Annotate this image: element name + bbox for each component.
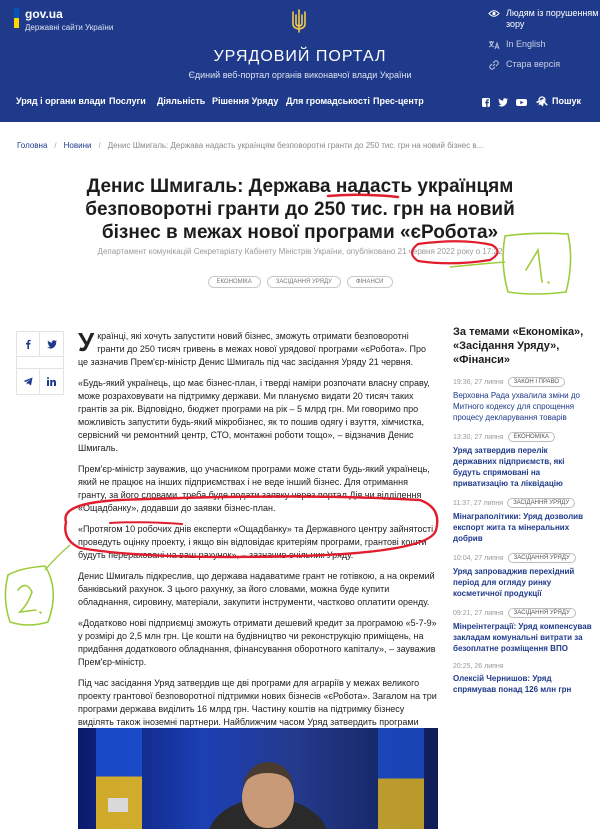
article-paragraph: «Протягом 10 робочих днів експерти «Ощадбанку» та Державного центру зайнятості проведуть оцінку проекту, і якщо він відповідає критеріям програми, грантові кошти будуть перераховані на ваш рахунок», – зазначив очільник Уряду.: [78, 524, 434, 560]
sidebar-heading: За темами «Економіка», «Засідання Уряду», «Фінанси»: [453, 326, 584, 366]
share-facebook-button[interactable]: [17, 332, 40, 357]
old-version-link[interactable]: [488, 59, 600, 70]
news-item[interactable]: [453, 432, 593, 489]
facebook-icon: [25, 339, 31, 349]
photo-scene: [78, 728, 438, 829]
ua-flag-icon: [14, 8, 19, 28]
news-title[interactable]: Мінреінтеграції: Уряд компенсував закладам комунальні витрати за безоплатне розміщення ВПО: [453, 622, 592, 653]
news-title[interactable]: Мінаграполітики: Уряд дозволив експорт жита та мінеральних добрив: [453, 512, 583, 543]
news-item[interactable]: [453, 498, 593, 544]
linkedin-icon: [47, 377, 56, 386]
news-time: 10:04, 27 липня: [453, 554, 504, 562]
search-button[interactable]: [538, 96, 581, 106]
eye-icon: [488, 9, 500, 18]
breadcrumb-current: Денис Шмигаль: Держава надасть українцям безповоротні гранти до 250 тис. грн на новий бізнес в...: [107, 141, 484, 150]
share-panel: [16, 331, 64, 395]
share-telegram-button[interactable]: [17, 369, 40, 394]
news-time: 13:30, 27 липня: [453, 433, 504, 441]
news-time: 20:25, 26 липня: [453, 663, 504, 670]
news-item[interactable]: [453, 663, 593, 695]
share-linkedin-button[interactable]: [40, 369, 63, 394]
annotation-green-arrow: [45, 545, 70, 570]
article-tags: [0, 276, 600, 288]
breadcrumb-news[interactable]: Новини: [63, 141, 92, 150]
old-version-label: Стара версія: [506, 59, 561, 69]
news-item[interactable]: [453, 608, 593, 654]
news-category[interactable]: ЗАСІДАННЯ УРЯДУ: [508, 553, 576, 563]
nav-press[interactable]: Прес-центр: [373, 96, 424, 106]
nav-services[interactable]: Послуги: [109, 96, 146, 106]
news-category[interactable]: ЗАСІДАННЯ УРЯДУ: [508, 608, 576, 618]
portal-subtitle: Єдиний веб-портал органів виконавчої влади України: [188, 70, 412, 80]
social-links: [482, 98, 545, 107]
article-paragraph: Українці, які хочуть запустити новий бізнес, зможуть отримати безповоротні гранти до 250 тисяч гривень в межах нової урядової програми «єРобота». Про це зазначив Прем'єр-міністр Денис Шмигаль під час засідання Уряду 21 червня.: [78, 327, 427, 367]
translate-icon: [488, 40, 500, 50]
news-category[interactable]: ЗАКОН І ПРАВО: [508, 377, 565, 387]
news-time: 19:36, 27 липня: [453, 378, 504, 386]
news-item[interactable]: [453, 377, 593, 423]
article-meta: Департамент комунікацій Секретаріату Кабінету Міністрів України, опубліковано 21 червня 2022 року о 17:22: [97, 247, 503, 256]
article-paragraph: «Додатково нові підприємці зможуть отримати дешевий кредит за програмою «5-7-9» у розмірі до 2,5 млн грн. Це кошти на будівництво чи реконструкцію приміщень, на придбання додаткового обладнання, фінансування оборотного капіталу», – зауважив Прем'єр-міністр.: [78, 618, 437, 667]
portal-title: УРЯДОВИЙ ПОРТАЛ: [213, 48, 387, 65]
share-twitter-button[interactable]: [40, 332, 63, 357]
news-title[interactable]: Уряд затвердив перелік державних підприємств, які будуть спрямовані на приватизацію та ліквідацію: [453, 446, 565, 488]
news-time: 11:37, 27 липня: [453, 499, 504, 507]
annotation-green-box: [5, 566, 53, 625]
related-news-sidebar: [453, 325, 593, 704]
annotation-green-numeral: [18, 585, 41, 613]
nav-decisions[interactable]: Рішення Уряду: [212, 96, 279, 106]
article-body: [78, 327, 438, 750]
site-sub: Державні сайти України: [25, 23, 114, 32]
link-icon: [488, 60, 500, 70]
nav-activity[interactable]: Діяльність: [157, 96, 206, 106]
article-paragraph: Під час засідання Уряд затвердив ще дві програми для аграріїв у межах великого проекту грантової безповоротної підтримки нових бізнесів «єРобота». Загалом на три програми держава виділить 16 млрд грн. Частину коштів на підтримку бізнесу виділять також іноземні партнери. Найближчим часом Уряд затвердить програми: [78, 678, 437, 727]
youtube-icon[interactable]: [516, 98, 527, 107]
news-category[interactable]: ЕКОНОМІКА: [508, 432, 555, 442]
twitter-icon: [47, 340, 57, 349]
trident-icon: [290, 9, 308, 33]
dropcap: У: [78, 327, 95, 357]
search-label: Пошук: [552, 96, 581, 106]
news-item[interactable]: [453, 553, 593, 599]
article-photo[interactable]: [78, 728, 438, 829]
news-title[interactable]: Уряд запроваджив перехідний період для огляду ринку косметичної продукції: [453, 567, 575, 598]
english-link[interactable]: [488, 39, 600, 50]
english-label: In English: [506, 39, 546, 49]
accessibility-label: Людям із порушенням зору: [506, 8, 599, 29]
breadcrumb: Головна / Новини / Денис Шмигаль: Держава надасть українцям безповоротні гранти до 250 тис. грн на новий бізнес в...: [17, 141, 484, 150]
news-category[interactable]: ЗАСІДАННЯ УРЯДУ: [507, 498, 575, 508]
site-header: [0, 0, 600, 122]
facebook-icon[interactable]: [482, 98, 490, 107]
site-name: gov.ua: [25, 7, 63, 21]
news-time: 09:21, 27 липня: [453, 609, 504, 617]
news-title[interactable]: Олексій Чернишов: Уряд спрямував понад 126 млн грн: [453, 674, 572, 694]
accessibility-link[interactable]: [488, 8, 600, 30]
tag-finance[interactable]: ФІНАНСИ: [347, 276, 393, 288]
search-icon: [538, 96, 548, 106]
annotation-green-arrow: [450, 262, 505, 267]
article-paragraph: Денис Шмигаль підкреслив, що держава надаватиме грант не готівкою, а на окремий банківський рахунок. З цього рахунку, за його словами, можна буде купити обладнання, сировину, матеріали, закупити інструменти, частково оплатити оренду.: [78, 571, 435, 607]
article-paragraph: Прем'єр-міністр зауважив, що учасником програми може стати будь-який українець, який не працює на інших підприємствах і не веде інший бізнес. Для отримання гранту, за його словами, треба буде подати заявку через портал Дія чи відділення «Ощадбанку», додавши до заявки бізнес-план.: [78, 464, 430, 513]
article-paragraph: «Будь-який українець, що має бізнес-план, і тверді наміри розпочати власну справу, може розраховувати на підтримку держави. Ми плануємо видати 20 тисяч таких грантів за рік. Відповідно, бюджет програми на рік – 5 млрд грн. Ми говоримо про можливість запустити будь-який мікробізнес, як то пошив одягу і взуття, хімчистка, сервісний чи ремонтний центр, СТО, монтажні роботи тощо», – відзначив Денис Шмигаль.: [78, 378, 430, 453]
breadcrumb-home[interactable]: Головна: [17, 141, 48, 150]
twitter-icon[interactable]: [498, 98, 508, 107]
article-title: Денис Шмигаль: Держава надасть українцям безповоротні гранти до 250 тис. грн на новий бізнес в межах нової програми «єРобота»: [85, 176, 515, 243]
header-side-links: [488, 8, 600, 79]
nav-government[interactable]: Уряд і органи влади: [16, 96, 106, 106]
telegram-icon: [23, 377, 33, 386]
tag-government-meeting[interactable]: ЗАСІДАННЯ УРЯДУ: [267, 276, 341, 288]
nav-public[interactable]: Для громадськості: [286, 96, 370, 106]
news-title[interactable]: Верховна Рада ухвалила зміни до Митного кодексу для спрощення процесу декларування товарів: [453, 391, 580, 422]
tag-economy[interactable]: ЕКОНОМІКА: [208, 276, 261, 288]
